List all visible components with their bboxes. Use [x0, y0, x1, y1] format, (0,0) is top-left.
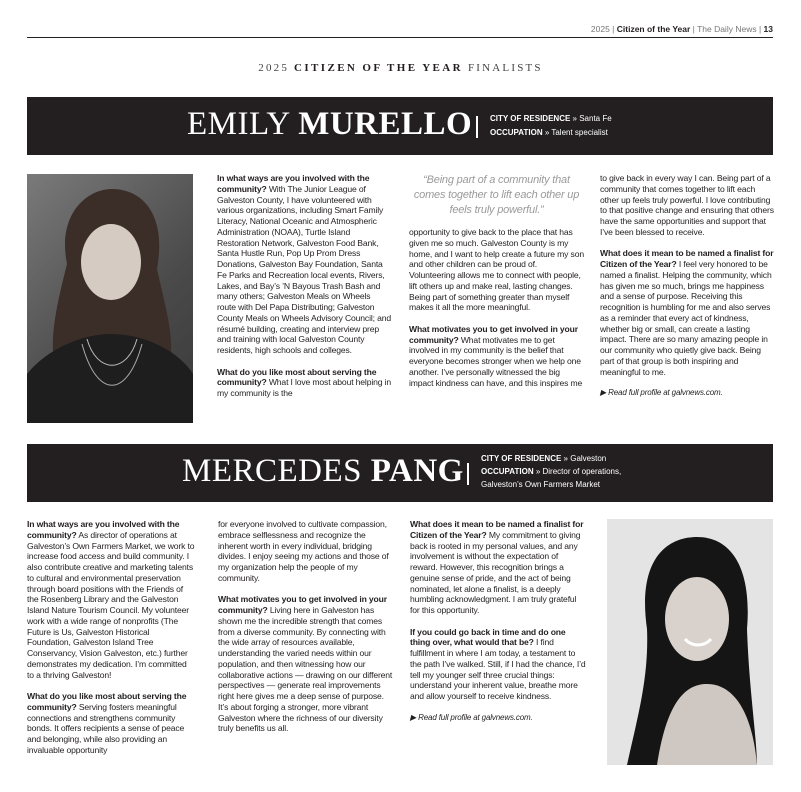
folio-section: Citizen of the Year — [616, 24, 691, 34]
banner-divider — [476, 116, 478, 138]
header-rule — [27, 37, 773, 38]
occupation-value-line2: Galveston’s Own Farmers Market — [481, 480, 600, 489]
article-column-2 — [218, 519, 393, 745]
occupation-value: Director of operations, — [542, 467, 622, 476]
city-value: Galveston — [570, 454, 607, 463]
answer: Living here in Galveston has shown me the incredible strength that comes from a diverse community. By connecting with the wide array of resources available, understanding the varied needs within our population, and then witnessing how our collaborative actions — drawing on our different perspectives — generate real improvements right here gives me a deep sense of purpose. It’s about forging a stronger, more vibrant Galveston where the richness of our diversity truly benefits us all. — [218, 605, 393, 734]
photo-mercedes-pang — [607, 519, 773, 765]
occupation-label: OCCUPATION — [490, 128, 543, 137]
article-column-1 — [27, 519, 195, 766]
portrait-image — [607, 519, 773, 765]
read-more-text[interactable]: Read full profile at galvnews.com. — [418, 712, 533, 722]
answer: As director of operations at Galveston’s Own Farmers Market, we work to increase food access and build community. I also contribute creative and marketing talents to cultural and environmental preservation through board positions with the Friends of the Rosenberg Library and the Galveston Island Nature Tourism Council. My volunteer work with a wide range of nonprofits (The Future is Us, Galveston Historical Foundation, Galveston Island Tree Conservancy, Vision Galveston, etc.) further demonstrates my dedication. I’m committed to a thriving Galveston! — [27, 529, 195, 680]
last-name: MURELLO — [298, 106, 473, 142]
answer: I find fulfillment in where I am today, a testament to the path I’ve walked. Still, if I had the chance, I’d tell my younger self three crucial things: understand your inherent value, breathe more and allow yourself to receive kindness. — [410, 637, 586, 701]
finalist-name — [187, 106, 472, 143]
page-number: 13 — [763, 24, 773, 34]
read-more-text[interactable]: Read full profile at galvnews.com. — [608, 388, 723, 397]
answer: My commitment to giving back is rooted in my personal values, and any involvement is without the expectation of reward. However, this recognition brings a genuine sense of pride, and the act of being nominated, let alone a finalist, is a deeply humbling acknowledgment. I am truly grateful for this opportunity. — [410, 529, 581, 615]
answer: Serving fosters meaningful connections and strengthens community bonds. It offers recipients a sense of peace and belonging, while also providing an invaluable opportunity — [27, 701, 185, 755]
article-column-3 — [410, 519, 586, 734]
kicker-suffix: FINALISTS — [467, 62, 543, 74]
read-more-link[interactable] — [410, 713, 586, 724]
page-folio: 2025 | Citizen of the Year | The Daily News | 13 — [590, 24, 773, 34]
finalist-name — [182, 453, 464, 490]
finalist-info: CITY OF RESIDENCE » Galveston OCCUPATION » Director of operations, Galveston’s Own Farmers Market — [481, 454, 622, 489]
question: What motivates you to get involved in your community? — [409, 323, 578, 345]
finalist-banner-murello — [27, 97, 773, 155]
first-name: EMILY — [187, 106, 290, 142]
answer: I feel very honored to be named a finalist. Helping the community, which has given me so much, brings me happiness and a sense of purpose. Receiving this recognition is humbling for me and also serves as a reminder that every act of kindness, whether big or small, can create a lasting impact. There are so many amazing people in our community who quietly give back. Being part of that group is both inspiring and meaningful to me. — [600, 259, 772, 377]
answer: What motivates me to get involved in my community is the belief that everyone becomes stronger when we help one another. I’ve personally witnessed the big impact kindness can have, and this inspires me — [409, 334, 583, 388]
article-column-2 — [409, 173, 584, 399]
folio-paper: The Daily News — [697, 24, 757, 34]
answer-continued: opportunity to give back to the place that has given me so much. Galveston County is my home, and I want to help create a future my son and other children can be proud of. Volunteering allows me to connect with people, lift others up and make real, lasting changes. Being part of something greater than myself makes it all the more meaningful. — [409, 227, 584, 313]
question: In what ways are you involved with the community? — [217, 173, 370, 194]
answer-continued: to give back in every way I can. Being part of a community that comes together to lift each other up feels truly powerful. I love contributing to that positive change and ensuring that others have the same opportunities and support that I’ve been blessed to receive. — [600, 173, 774, 237]
question: In what ways are you involved with the community? — [27, 519, 180, 540]
question: What does it mean to be named a finalist for Citizen of the Year? — [600, 248, 774, 269]
question: What does it mean to be named a finalist for Citizen of the Year? — [410, 519, 584, 540]
article-column-3 — [600, 173, 774, 410]
question: What do you like most about serving the community? — [217, 366, 377, 388]
photo-emily-murello — [27, 174, 193, 423]
answer-continued: for everyone involved to cultivate compassion, embrace selflessness and recognize the inherent worth in every individual, bridging divides. I enjoy seeing my actions and those of my organization help the people of my community. — [218, 519, 389, 583]
finalist-info: CITY OF RESIDENCE » Santa Fe OCCUPATION » Talent specialist — [490, 114, 612, 137]
read-more-link[interactable] — [600, 388, 774, 399]
question: What motivates you to get involved in your community? — [218, 594, 387, 615]
pull-quote: “Being part of a community that comes together to lift each other up feels truly powerful.” — [413, 174, 580, 216]
occupation-value: Talent specialist — [551, 128, 608, 137]
question: If you could go back in time and do one thing over, what would that be? — [410, 626, 566, 648]
city-label: CITY OF RESIDENCE — [481, 454, 562, 463]
banner-divider — [467, 463, 469, 485]
folio-year: 2025 — [590, 24, 610, 34]
occupation-label: OCCUPATION — [481, 467, 534, 476]
section-kicker — [0, 62, 801, 74]
arrow-right-icon: ▶ — [410, 712, 417, 722]
city-value: Santa Fe — [579, 114, 612, 123]
portrait-image — [27, 174, 193, 423]
kicker-year: 2025 — [258, 62, 290, 74]
answer: With The Junior League of Galveston County, I have volunteered with various organizations, including Smart Family Literacy, National Oceanic and Atmospheric Administration (NOAA), Turtle Island Restoration Network, Galveston Food Bank, Santa Hustle Run, Pop Up Prom Dress Donations, Galveston Bay Foundation, Santa Fe Parks and Recreation local events, Rivers, Lakes, and Bay’s ’N Bayous Trash Bash and many others; Galveston Meals on Wheels route with Del Papa Distributing; Galveston County Meals on Wheels Advisory Council; and résumé building, creating and interview prep and training with local Galveston County residents, high schools and colleges. — [217, 183, 391, 355]
arrow-right-icon: ▶ — [600, 388, 607, 397]
city-label: CITY OF RESIDENCE — [490, 114, 571, 123]
answer: What I love most about helping in my community is the — [217, 377, 391, 398]
article-column-1 — [217, 173, 391, 410]
last-name: PANG — [370, 453, 464, 489]
kicker-title: CITIZEN OF THE YEAR — [294, 62, 463, 74]
first-name: MERCEDES — [182, 453, 363, 489]
finalist-banner-pang — [27, 444, 773, 502]
question: What do you like most about serving the community? — [27, 691, 187, 712]
